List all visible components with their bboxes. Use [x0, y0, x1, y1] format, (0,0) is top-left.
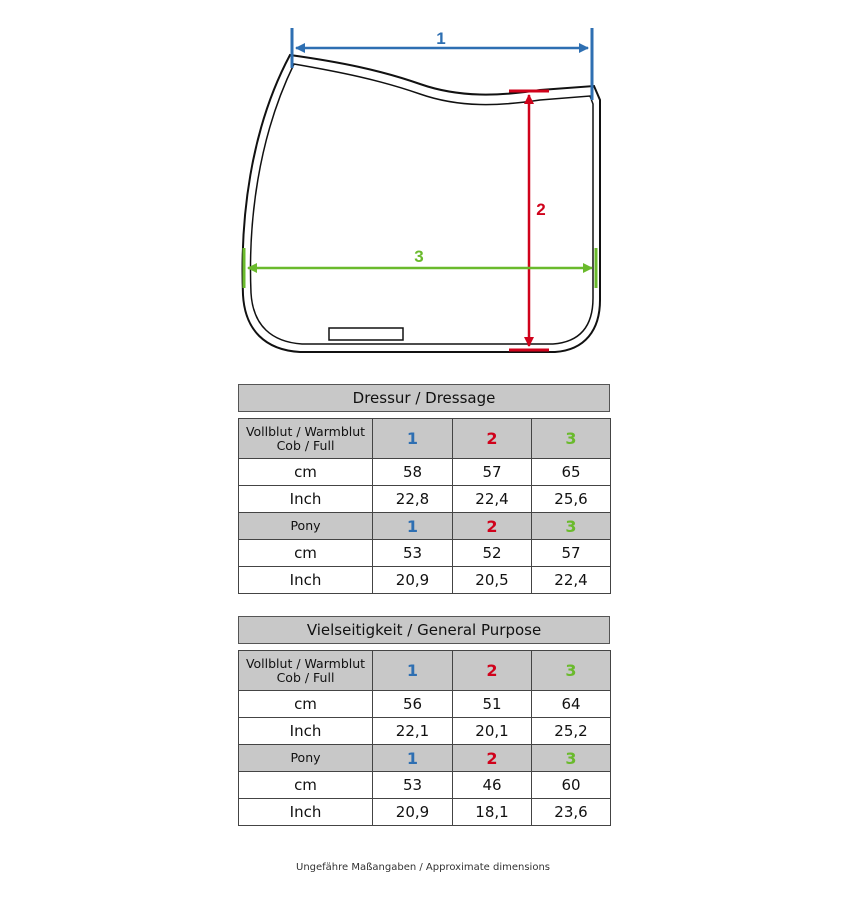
value-cell: 53 [373, 772, 453, 799]
value-cell: 20,9 [373, 799, 453, 826]
value-cell: 20,1 [453, 718, 532, 745]
table-header-row [239, 745, 611, 772]
unit-cell: Inch [239, 799, 373, 826]
value-cell: 22,4 [453, 486, 532, 513]
unit-cell: cm [239, 691, 373, 718]
value-cell: 58 [373, 459, 453, 486]
value-cell: 57 [532, 540, 611, 567]
col-header-2: 2 [453, 513, 532, 540]
col-header-3: 3 [532, 745, 611, 772]
col-header-2: 2 [453, 651, 532, 691]
unit-cell: Inch [239, 486, 373, 513]
value-cell: 25,2 [532, 718, 611, 745]
table-row [239, 799, 611, 826]
table-row [239, 772, 611, 799]
dim3-label: 3 [414, 247, 424, 266]
size-group-line2: Cob / Full [276, 437, 335, 453]
dim1-label: 1 [436, 29, 446, 48]
col-header-1: 1 [373, 513, 453, 540]
table-row [239, 540, 611, 567]
unit-cell: cm [239, 540, 373, 567]
general-purpose-size-table [238, 616, 610, 826]
value-cell: 23,6 [532, 799, 611, 826]
table-title-dressage: Dressur / Dressage [238, 384, 610, 412]
table-row [239, 691, 611, 718]
size-group-label: Pony [239, 513, 373, 540]
col-header-3: 3 [532, 651, 611, 691]
value-cell: 53 [373, 540, 453, 567]
size-group-label [239, 651, 373, 691]
size-group-line1: Vollblut / Warmblut [245, 423, 366, 439]
size-group-line2: Cob / Full [276, 669, 335, 685]
value-cell: 18,1 [453, 799, 532, 826]
general-purpose-table-grid [238, 650, 611, 826]
table-row [239, 718, 611, 745]
table-header-row [239, 651, 611, 691]
value-cell: 46 [453, 772, 532, 799]
unit-cell: cm [239, 459, 373, 486]
table-row [239, 459, 611, 486]
size-group-label [239, 419, 373, 459]
value-cell: 56 [373, 691, 453, 718]
col-header-2: 2 [453, 419, 532, 459]
table-row [239, 486, 611, 513]
value-cell: 20,5 [453, 567, 532, 594]
size-group-line1: Vollblut / Warmblut [245, 655, 366, 671]
col-header-2: 2 [453, 745, 532, 772]
value-cell: 25,6 [532, 486, 611, 513]
value-cell: 51 [453, 691, 532, 718]
col-header-1: 1 [373, 745, 453, 772]
size-group-label: Pony [239, 745, 373, 772]
value-cell: 52 [453, 540, 532, 567]
value-cell: 65 [532, 459, 611, 486]
col-header-1: 1 [373, 651, 453, 691]
table-header-row [239, 513, 611, 540]
unit-cell: Inch [239, 567, 373, 594]
value-cell: 57 [453, 459, 532, 486]
table-row [239, 567, 611, 594]
table-header-row [239, 419, 611, 459]
value-cell: 22,8 [373, 486, 453, 513]
unit-cell: cm [239, 772, 373, 799]
col-header-3: 3 [532, 419, 611, 459]
dressage-size-table [238, 384, 610, 594]
value-cell: 64 [532, 691, 611, 718]
value-cell: 22,1 [373, 718, 453, 745]
dressage-table-grid [238, 418, 611, 594]
value-cell: 60 [532, 772, 611, 799]
approximate-dimensions-note: Ungefähre Maßangaben / Approximate dimensions [296, 862, 550, 873]
unit-cell: Inch [239, 718, 373, 745]
dim2-label: 2 [536, 200, 546, 219]
value-cell: 20,9 [373, 567, 453, 594]
col-header-3: 3 [532, 513, 611, 540]
table-title-general-purpose: Vielseitigkeit / General Purpose [238, 616, 610, 644]
col-header-1: 1 [373, 419, 453, 459]
pad-label-tag [329, 328, 403, 340]
value-cell: 22,4 [532, 567, 611, 594]
saddle-pad-diagram [0, 0, 846, 370]
